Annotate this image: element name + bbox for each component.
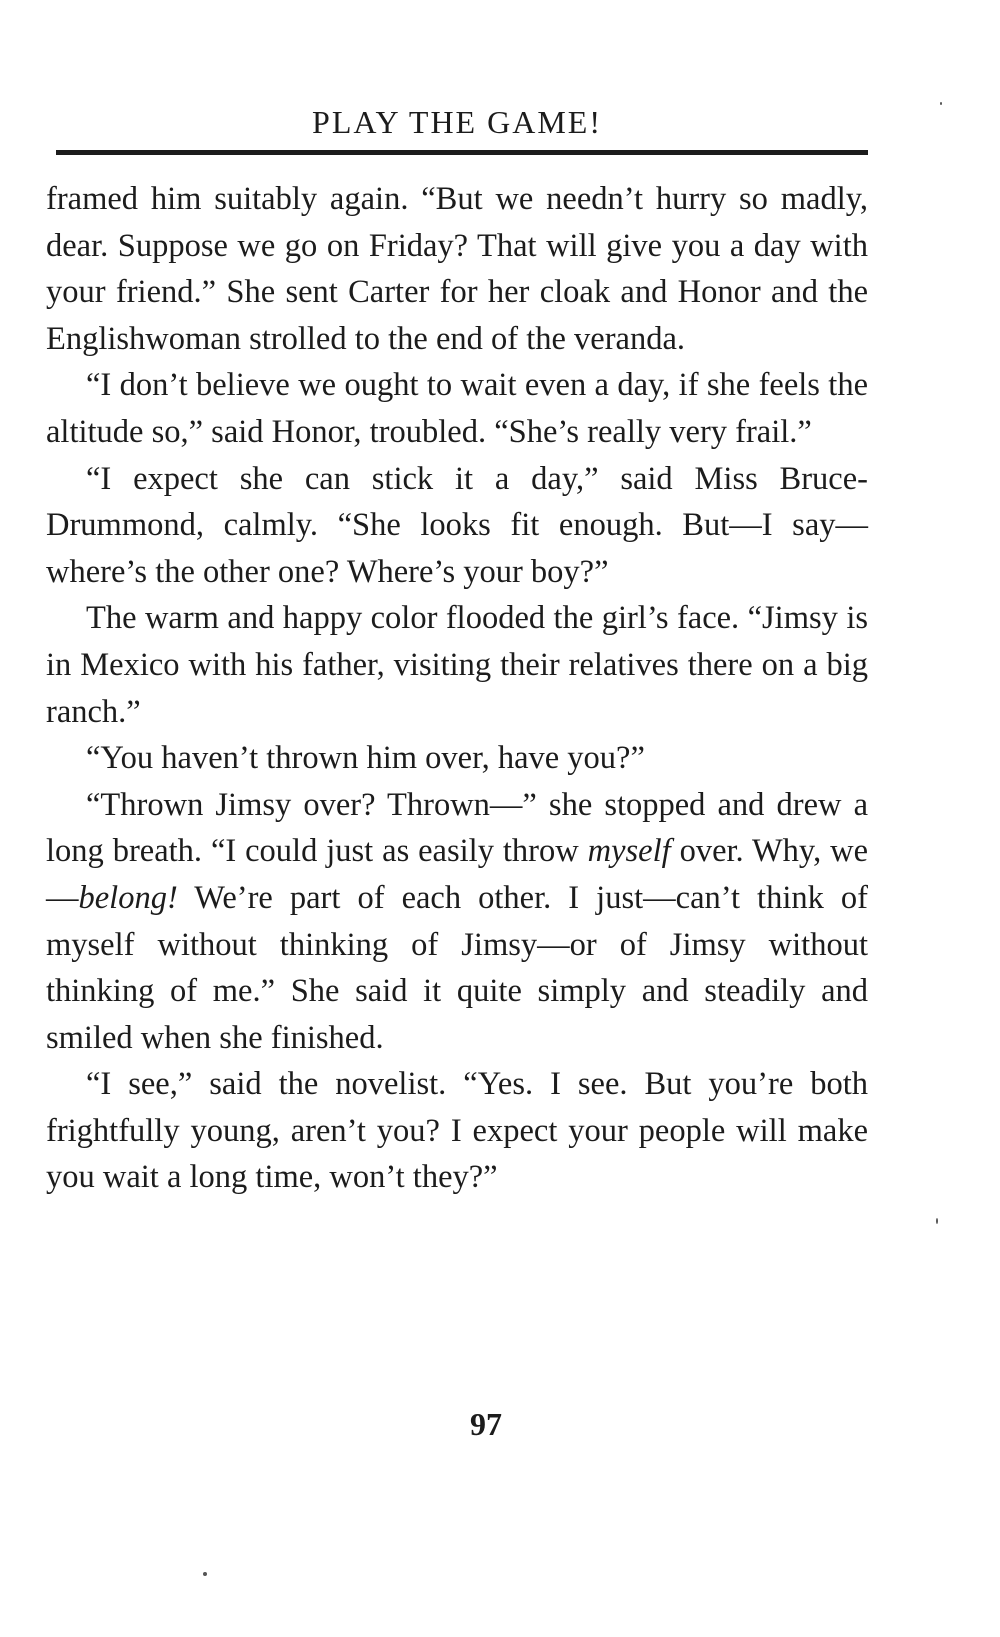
body-text xyxy=(46,176,868,1201)
dust-speck xyxy=(203,1572,207,1576)
paragraph: “I see,” said the novelist. “Yes. I see. But you’re both frightfully young, aren’t you? I expect your people will make you wait a long time, won’t they?” xyxy=(46,1066,868,1196)
page-number: 97 xyxy=(470,1406,502,1442)
header-rule xyxy=(56,150,868,155)
paragraph-text: over. Why, we— xyxy=(46,833,869,916)
paragraph: “I expect she can stick it a day,” said Miss Bruce-Drummond, calmly. “She looks fit enough. But—I say—where’s the other one? Where’s your boy?” xyxy=(46,460,868,590)
italic-text: myself xyxy=(587,833,671,870)
italic-text: belong! xyxy=(78,879,178,916)
paragraph: “I don’t believe we ought to wait even a day, if she feels the altitude so,” said Honor, troubled. “She’s really very frail.” xyxy=(46,367,868,450)
book-page xyxy=(46,0,868,1637)
paragraph: framed him suitably again. “But we needn’t hurry so madly, dear. Suppose we go on Friday? That will give you a day with your friend.” She sent Carter for her cloak and Honor and the Englishwoman strolled to the end of the veranda. xyxy=(46,181,868,357)
paragraph xyxy=(46,782,868,1062)
paragraph-text: We’re part of each other. I just—can’t think of myself without thinking of Jimsy—or of Jimsy without thinking of me.” She said it quite simply and steadily and smiled when she finished. xyxy=(46,879,868,1056)
running-head: PLAY THE GAME! xyxy=(312,104,602,140)
paragraph-text: “Thrown Jimsy over? Thrown—” she stopped and drew a long breath. “I could just as easily throw xyxy=(46,786,868,870)
dust-speck xyxy=(940,102,942,105)
paragraph: The warm and happy color flooded the girl’s face. “Jimsy is in Mexico with his father, visiting their relatives there on a big ranch.” xyxy=(46,600,868,730)
dust-speck xyxy=(936,1218,938,1224)
paragraph: “You haven’t thrown him over, have you?” xyxy=(86,740,645,777)
